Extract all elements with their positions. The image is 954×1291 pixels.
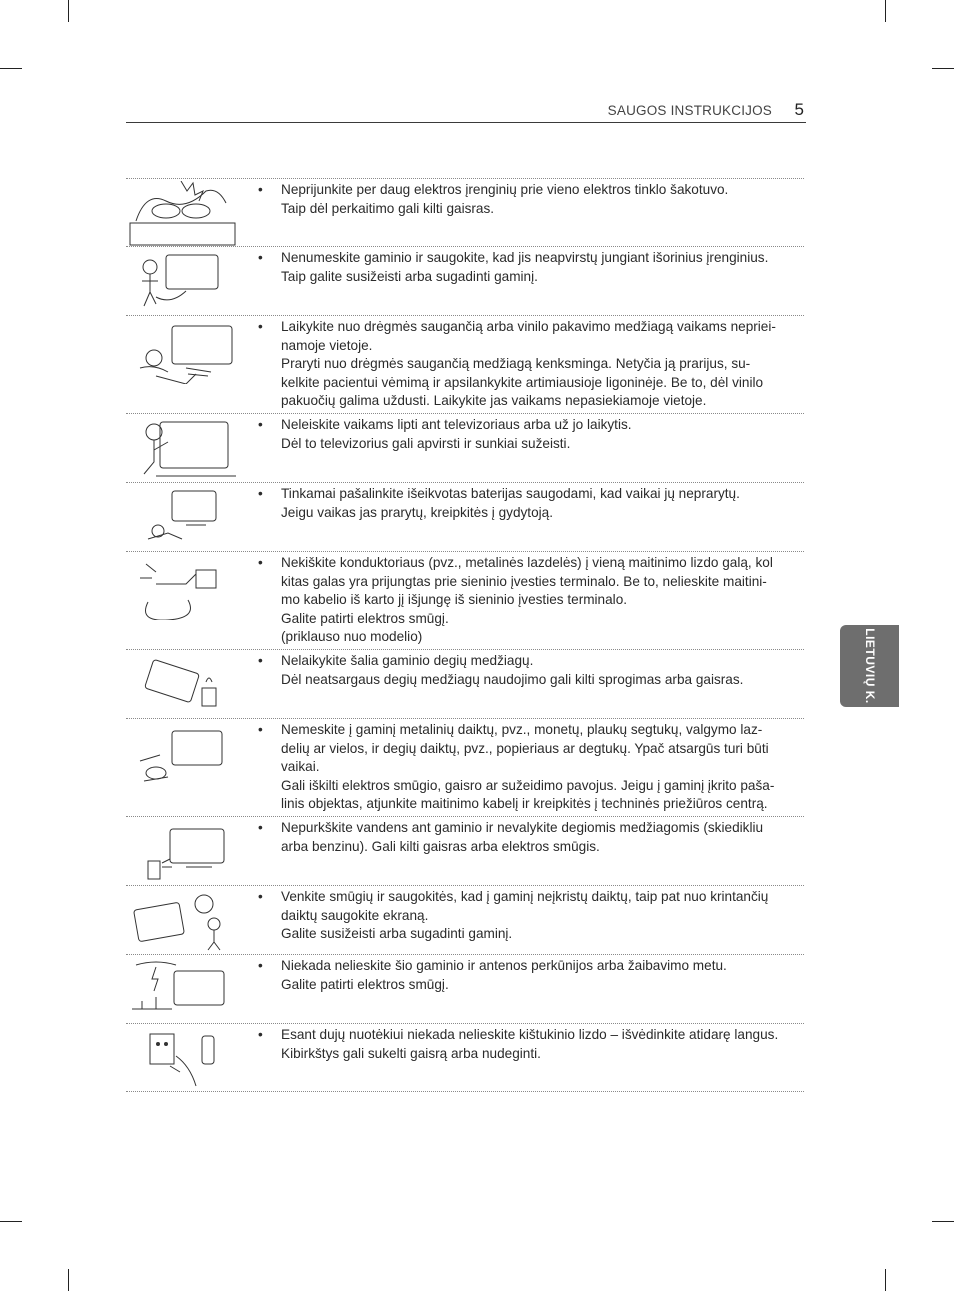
instruction-row xyxy=(126,315,804,413)
instruction-line: arba benzinu). Gali kilti gaisras arba elektros smūgis. xyxy=(281,838,600,854)
instruction-line: Taip dėl perkaitimo gali kilti gaisras. xyxy=(281,200,495,216)
section-title: SAUGOS INSTRUKCIJOS xyxy=(607,103,772,118)
instruction-line: Laikykite nuo drėgmės saugančią arba vinilo pakavimo medžiagą vaikams nepriei- xyxy=(281,319,776,334)
gas-leak-illustration xyxy=(126,1024,244,1091)
instruction-line: Galite patirti elektros smūgį. xyxy=(281,976,449,992)
instruction-line: Esant dujų nuotėkiui niekada nelieskite kištukinio lizdo – išvėdinkite atidarę langus. xyxy=(281,1027,779,1042)
instruction-text xyxy=(244,650,804,718)
bullet: • xyxy=(258,417,263,432)
instruction-line: Dėl to televizorius gali apvirsti ir sunkiai sužeisti. xyxy=(281,435,571,451)
instruction-row xyxy=(126,413,804,482)
spray-illustration xyxy=(126,817,244,885)
instruction-text xyxy=(244,886,804,954)
instruction-row xyxy=(126,551,804,649)
instruction-line: Gali iškilti elektros smūgio, gaisro ar sužeidimo pavojus. Jeigu į gaminį įkrito paša- xyxy=(281,777,775,793)
overloaded-outlet-illustration xyxy=(126,179,244,246)
power-cord-illustration xyxy=(126,552,244,649)
instruction-line: Taip galite susižeisti arba sugadinti gaminį. xyxy=(281,268,538,284)
crop-mark xyxy=(0,1221,22,1222)
instruction-line: Nemeskite į gaminį metalinių daiktų, pvz., monetų, plaukų segtukų, valgymo laz- xyxy=(281,722,763,737)
instruction-text xyxy=(244,179,804,246)
instruction-line: (priklauso nuo modelio) xyxy=(281,629,423,645)
crop-mark xyxy=(932,68,954,69)
instruction-row xyxy=(126,482,804,551)
crop-mark xyxy=(0,68,22,69)
instruction-line: kitas galas yra prijungtas prie sieninio įvesties terminalo. Be to, nelieskite maitini- xyxy=(281,573,767,589)
bullet: • xyxy=(258,555,263,570)
lightning-illustration xyxy=(126,955,244,1023)
metal-objects-illustration xyxy=(126,719,244,816)
language-tab-label: LIETUVIŲ K. xyxy=(862,628,877,704)
child-with-packaging-illustration xyxy=(126,316,244,413)
bullet: • xyxy=(258,653,263,668)
instruction-line: Jeigu vaikas jas prarytų, kreipkitės į gydytoją. xyxy=(281,504,553,520)
instruction-text xyxy=(244,483,804,551)
ball-impact-illustration xyxy=(126,886,244,954)
instruction-row xyxy=(126,178,804,246)
instruction-row xyxy=(126,1023,804,1092)
instruction-row xyxy=(126,649,804,718)
bullet: • xyxy=(258,182,263,197)
page-header xyxy=(126,98,806,123)
instruction-line: Tinkamai pašalinkite išeikvotas baterijas saugodami, kad vaikai jų neprarytų. xyxy=(281,486,740,501)
bullet: • xyxy=(258,250,263,265)
instruction-line: Niekada nelieskite šio gaminio ir antenos perkūnijos arba žaibavimo metu. xyxy=(281,958,727,973)
instruction-text xyxy=(244,955,804,1023)
instruction-row xyxy=(126,885,804,954)
instruction-line: Venkite smūgių ir saugokitės, kad į gaminį neįkristų daiktų, taip pat nuo krintančių xyxy=(281,889,769,904)
instruction-line: daiktų saugokite ekraną. xyxy=(281,907,429,923)
instruction-line: Nelaikykite šalia gaminio degių medžiagų. xyxy=(281,653,534,668)
bullet: • xyxy=(258,319,263,334)
instruction-text xyxy=(244,1024,804,1091)
instruction-line: Galite susižeisti arba sugadinti gaminį. xyxy=(281,926,513,942)
instruction-line: linis objektas, atjunkite maitinimo kabelį ir kreipkitės į techninės priežiūros centrą. xyxy=(281,796,768,812)
batteries-illustration xyxy=(126,483,244,551)
instruction-line: Galite patirti elektros smūgį. xyxy=(281,610,449,626)
instruction-text xyxy=(244,552,804,649)
instruction-line: kelkite pacientui vėmimą ir apsilankykite artimiausioje ligoninėje. Be to, dėl vinilo xyxy=(281,374,764,390)
bullet: • xyxy=(258,1027,263,1042)
instruction-row xyxy=(126,954,804,1023)
crop-mark xyxy=(885,1269,886,1291)
flammable-materials-illustration xyxy=(126,650,244,718)
instruction-line: Kibirkštys gali sukelti gaisrą arba nudeginti. xyxy=(281,1045,541,1061)
instruction-line: Neleiskite vaikams lipti ant televizoriaus arba už jo laikytis. xyxy=(281,417,632,432)
instruction-row xyxy=(126,718,804,816)
instruction-row xyxy=(126,816,804,885)
bullet: • xyxy=(258,722,263,737)
bullet: • xyxy=(258,486,263,501)
instruction-line: Neprijunkite per daug elektros įrenginių prie vieno elektros tinklo šakotuvo. xyxy=(281,182,729,197)
child-climbing-tv-illustration xyxy=(126,414,244,482)
instruction-text xyxy=(244,719,804,816)
instruction-line: mo kabelio iš karto jį išjungę iš sieninio įvesties terminalo. xyxy=(281,592,628,608)
instruction-line: vaikai. xyxy=(281,759,320,775)
bullet: • xyxy=(258,820,263,835)
crop-mark xyxy=(68,0,69,22)
instruction-line: namoje vietoje. xyxy=(281,337,373,353)
language-tab xyxy=(840,625,899,707)
child-with-tv-cable-illustration xyxy=(126,247,244,315)
instruction-text xyxy=(244,817,804,885)
instruction-line: Dėl neatsargaus degių medžiagų naudojimo gali kilti sprogimas arba gaisras. xyxy=(281,671,744,687)
instruction-line: pakuočių galima uždusti. Laikykite jas vaikams nepasiekiamoje vietoje. xyxy=(281,393,707,409)
instruction-line: Nepurkškite vandens ant gaminio ir nevalykite degiomis medžiagomis (skiedikliu xyxy=(281,820,764,835)
instruction-line: Nenumeskite gaminio ir saugokite, kad jis neapvirstų jungiant išorinius įrenginius. xyxy=(281,250,769,265)
instruction-line: delių ar vielos, ir degių daiktų, pvz., popieriaus ar degtukų. Ypač atsargūs turi būti xyxy=(281,740,769,756)
page-number: 5 xyxy=(794,100,804,119)
instruction-text xyxy=(244,316,804,413)
crop-mark xyxy=(68,1269,69,1291)
instruction-text xyxy=(244,414,804,482)
instruction-text xyxy=(244,247,804,315)
crop-mark xyxy=(932,1221,954,1222)
bullet: • xyxy=(258,958,263,973)
instruction-row xyxy=(126,246,804,315)
bullet: • xyxy=(258,889,263,904)
safety-instructions-list xyxy=(126,178,804,1092)
instruction-line: Praryti nuo drėgmės saugančią medžiagą kenksminga. Netyčia ją prarijus, su- xyxy=(281,356,751,372)
instruction-line: Nekiškite konduktoriaus (pvz., metalinės lazdelės) į vieną maitinimo lizdo galą, kol xyxy=(281,555,773,570)
crop-mark xyxy=(885,0,886,22)
